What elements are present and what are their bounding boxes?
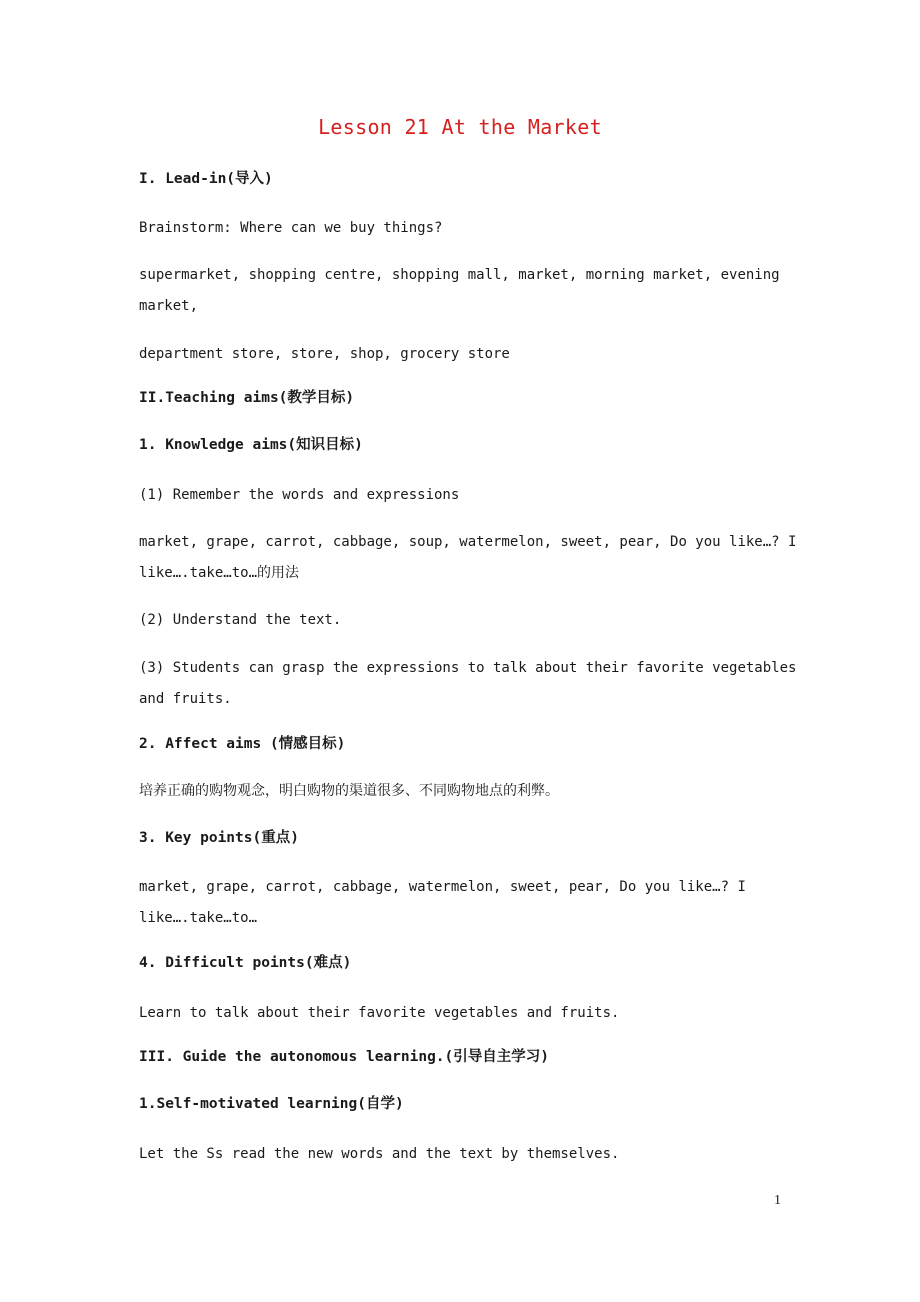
self-learning-heading: 1.Self-motivated learning(自学)	[139, 1096, 404, 1112]
key-points-text: market, grape, carrot, cabbage, watermelon, sweet, pear, Do you like…? I like….take…to…	[139, 879, 755, 926]
knowledge-aims-heading: 1. Knowledge aims(知识目标)	[139, 437, 363, 453]
knowledge-item-2: (2) Understand the text.	[139, 612, 342, 628]
places-list-1: supermarket, shopping centre, shopping mall, market, morning market, evening market,	[139, 267, 789, 314]
places-list-2: department store, store, shop, grocery store	[139, 346, 510, 362]
affect-aims-text: 培养正确的购物观念，明白购物的渠道很多、不同购物地点的利弊。	[139, 783, 559, 799]
document-title: Lesson 21 At the Market	[318, 115, 602, 139]
teaching-aims-heading: II.Teaching aims(教学目标)	[139, 390, 355, 406]
affect-aims-heading: 2. Affect aims (情感目标)	[139, 736, 346, 752]
self-learning-text: Let the Ss read the new words and the text by themselves.	[139, 1146, 620, 1162]
knowledge-item-1: (1) Remember the words and expressions	[139, 487, 460, 503]
lead-in-heading: I. Lead-in(导入)	[139, 171, 273, 187]
page-number: 1	[774, 1193, 781, 1208]
difficult-points-text: Learn to talk about their favorite vegetables and fruits.	[139, 1005, 620, 1021]
brainstorm-text: Brainstorm: Where can we buy things?	[139, 220, 443, 236]
guide-heading: III. Guide the autonomous learning.(引导自主学习)	[139, 1049, 549, 1065]
key-points-heading: 3. Key points(重点)	[139, 830, 299, 846]
difficult-points-heading: 4. Difficult points(难点)	[139, 955, 352, 971]
knowledge-item-3: (3) Students can grasp the expressions to talk about their favorite vegetables and fruits.	[139, 660, 805, 707]
knowledge-item-1-words: market, grape, carrot, cabbage, soup, watermelon, sweet, pear, Do you like…? I like….take…to…的用法	[139, 534, 805, 581]
